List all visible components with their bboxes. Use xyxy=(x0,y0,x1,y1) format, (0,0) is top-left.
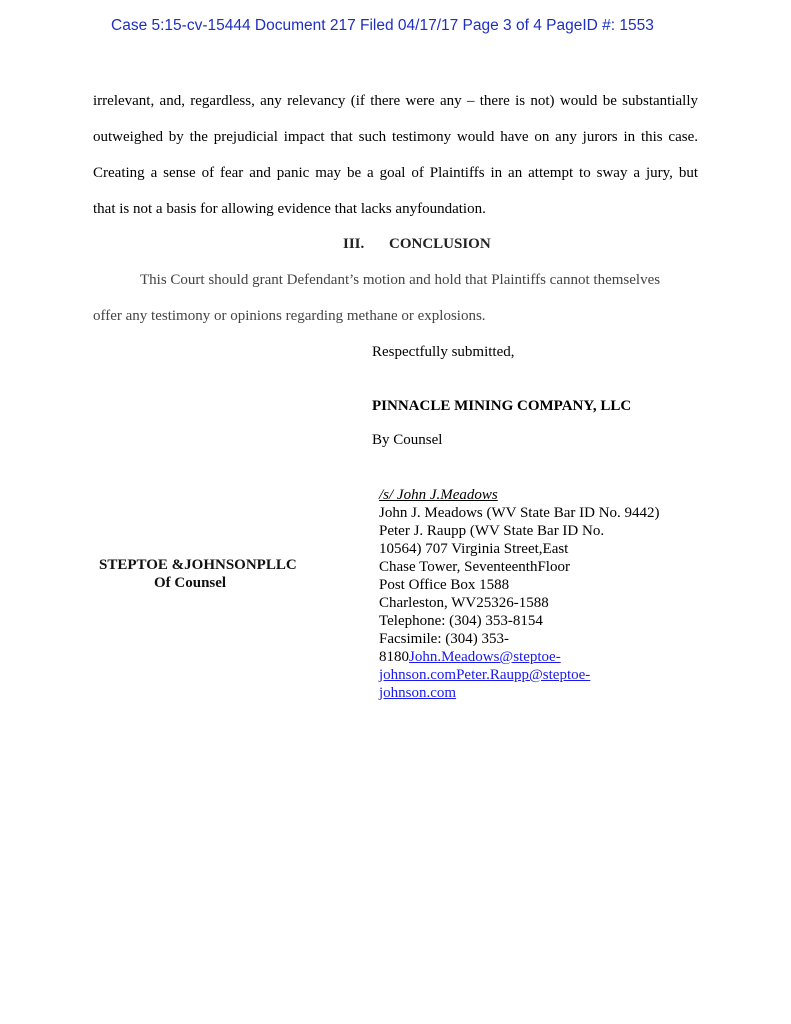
fax-email-line xyxy=(379,648,660,666)
sig-line-2: Peter J. Raupp (WV State Bar ID No. xyxy=(379,523,605,539)
conclusion-line-2: offer any testimony or opinions regarding methane or explosions. xyxy=(93,308,486,324)
closing-text: Respectfully submitted, xyxy=(372,344,515,360)
body-line-1: irrelevant, and, regardless, any relevancy (if there were any – there is not) would be substantially xyxy=(93,93,698,109)
section-title: CONCLUSION xyxy=(389,236,491,252)
body-line-2: outweighed by the prejudicial impact that such testimony would have on any jurors in this case. xyxy=(93,129,698,145)
sig-line-1: John J. Meadows (WV State Bar ID No. 9442) xyxy=(379,505,660,521)
sig-line-4: Chase Tower, SeventeenthFloor xyxy=(379,559,570,575)
email-link-2[interactable]: johnson.comPeter.Raupp@steptoe- xyxy=(379,667,591,683)
of-counsel-block xyxy=(99,556,297,592)
sig-line-5: Post Office Box 1588 xyxy=(379,577,510,593)
sig-line-6: Charleston, WV25326-1588 xyxy=(379,595,549,611)
case-header: Case 5:15-cv-15444 Document 217 Filed 04/17/17 Page 3 of 4 PageID #: 1553 xyxy=(111,17,654,34)
email-link-raupp-3[interactable]: johnson.com xyxy=(379,685,457,701)
signature-line xyxy=(379,486,660,504)
section-number: III. xyxy=(343,236,365,252)
of-counsel-label: Of Counsel xyxy=(154,575,227,591)
email-link-meadows-1[interactable]: John.Meadows@steptoe- xyxy=(409,649,561,665)
signature-block xyxy=(379,486,660,702)
body-line-3: Creating a sense of fear and panic may be a goal of Plaintiffs in an attempt to sway a jury, but xyxy=(93,165,698,181)
conclusion-line-1: This Court should grant Defendant’s motion and hold that Plaintiffs cannot themselves xyxy=(140,272,661,288)
firm-name: STEPTOE &JOHNSONPLLC xyxy=(99,557,297,573)
sig-line-3: 10564) 707 Virginia Street,East xyxy=(379,541,569,557)
body-line-4: that is not a basis for allowing evidence that lacks anyfoundation. xyxy=(93,201,486,217)
section-heading xyxy=(343,236,491,253)
fax-end: 8180 xyxy=(379,649,409,665)
signature-text: /s/ John J.Meadows xyxy=(379,487,498,503)
company-name: PINNACLE MINING COMPANY, LLC xyxy=(372,398,632,414)
by-counsel: By Counsel xyxy=(372,432,443,448)
sig-line-7: Telephone: (304) 353-8154 xyxy=(379,613,543,629)
sig-line-8: Facsimile: (304) 353- xyxy=(379,631,509,647)
